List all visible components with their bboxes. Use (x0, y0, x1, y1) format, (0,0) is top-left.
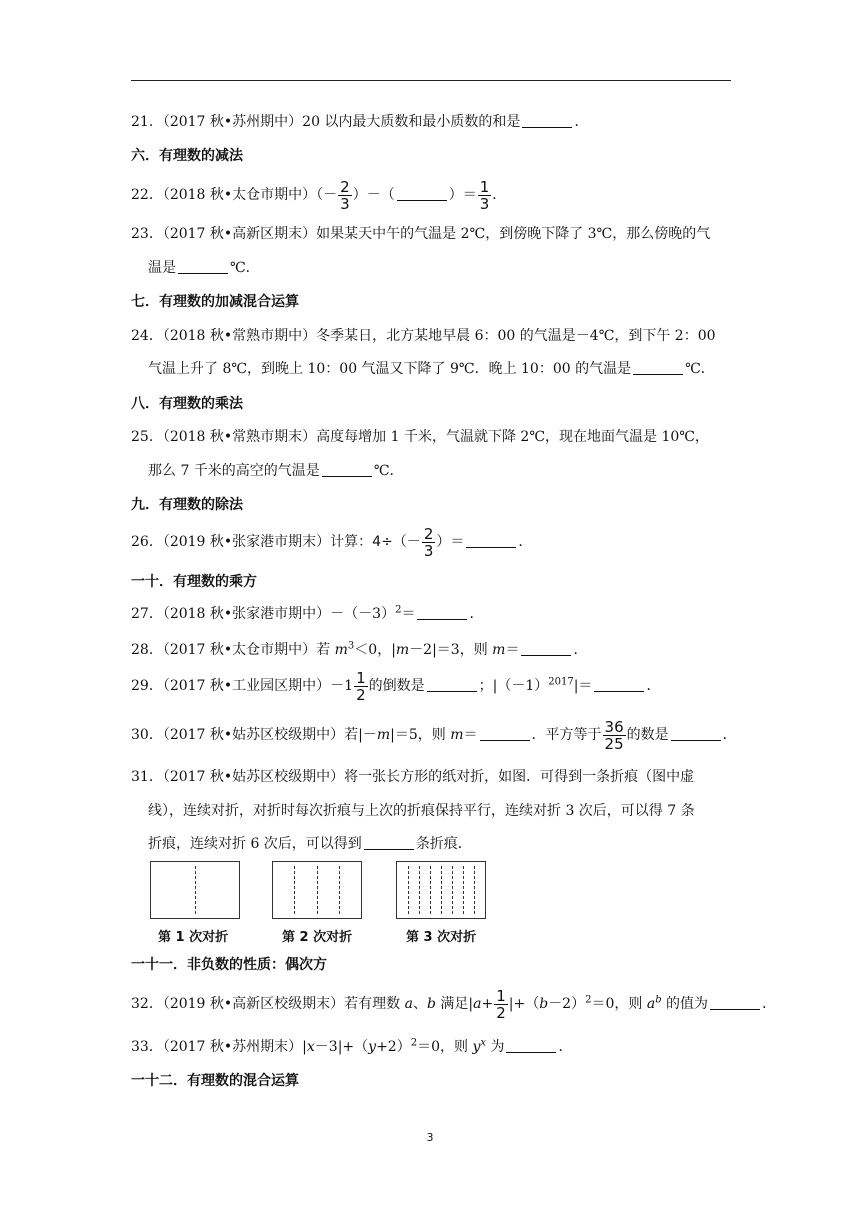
variable: b (539, 996, 549, 1012)
question-31-cont (148, 801, 695, 821)
answer-blank (522, 113, 572, 128)
question-text: 若|－ (344, 727, 377, 743)
question-26 (131, 524, 532, 560)
question-31-cont2 (148, 834, 472, 854)
fold-panel-1 (150, 861, 240, 919)
answer-blank (633, 360, 683, 375)
question-source: （2017 秋•太仓市期中） (162, 642, 317, 658)
question-text: 折痕，连续对折 6 次后，可以得到 (148, 836, 362, 852)
answer-blank (466, 533, 516, 548)
question-text: 温是 (148, 260, 176, 276)
denominator: 3 (423, 541, 434, 560)
question-source: （2017 秋•苏州期末） (162, 1039, 303, 1055)
expr-part: －（－3） (330, 606, 396, 622)
page-number: 3 (426, 1131, 434, 1144)
question-text: 条折痕． (415, 836, 472, 852)
expr-part: |+（ (508, 996, 540, 1012)
answer-blank (671, 726, 721, 741)
answer-blank (710, 995, 760, 1010)
answer-blank (417, 605, 467, 620)
expr-part: +2） (376, 1039, 411, 1055)
question-number: 26． (131, 534, 163, 550)
question-text: 的数是 (626, 727, 669, 743)
question-number: 25． (131, 429, 163, 445)
expr-part: 4÷（－ (372, 534, 421, 550)
question-text: 计算： (330, 534, 373, 550)
question-source: （2018 秋•常熟市期末） (162, 429, 317, 445)
question-text: 气温上升了 8℃，到晚上 10：00 气温又下降了 9℃．晚上 10：00 的气温是 (148, 361, 632, 377)
question-text: 满足| (435, 996, 474, 1012)
answer-blank (506, 1038, 556, 1053)
variable: m (376, 727, 391, 743)
question-source: （2017 秋•工业园区期中） (162, 678, 331, 694)
fold-panel-2 (272, 861, 362, 919)
numerator: 1 (356, 668, 366, 687)
figure-caption-2: 第 2 次对折 (282, 930, 353, 945)
question-number: 33． (131, 1039, 163, 1055)
question-23-cont (148, 258, 260, 278)
variable: m (395, 642, 410, 658)
question-text: 20 以内最大质数和最小质数的和是 (302, 114, 521, 130)
question-29 (131, 668, 660, 704)
numerator: 2 (423, 524, 434, 543)
denominator: 2 (356, 685, 366, 704)
question-text: 的值为 (661, 996, 709, 1012)
numerator: 36 (604, 717, 624, 736)
question-source: （2018 秋•张家港市期中） (162, 606, 331, 622)
section-heading-7: 七．有理数的加减混合运算 (131, 294, 299, 310)
question-text: 的倒数是 (368, 678, 425, 694)
punct: ． (573, 642, 588, 658)
answer-blank (521, 641, 571, 656)
punct: ． (646, 678, 661, 694)
header-rule (131, 80, 731, 81)
folding-figure (148, 861, 498, 946)
question-text: 若 (316, 642, 335, 658)
fraction (354, 670, 368, 703)
denominator: 25 (604, 734, 624, 753)
fold-line (195, 866, 196, 914)
question-25-cont (148, 461, 403, 481)
expr-part: ）＝ (448, 187, 477, 203)
variable: y (368, 1039, 377, 1055)
punct: ． (558, 1039, 573, 1055)
question-text: ＝ (463, 727, 478, 743)
question-21 (131, 112, 588, 132)
fold-line (317, 866, 318, 914)
punct: ℃． (685, 361, 715, 377)
question-text: |＝5，则 (390, 727, 451, 743)
punct: ． (574, 114, 589, 130)
variable: a (473, 996, 482, 1012)
question-text: ＜0，| (354, 642, 396, 658)
fraction (603, 719, 626, 752)
fold-line (474, 866, 475, 914)
exponent: 2017 (548, 676, 574, 688)
question-number: 23． (131, 226, 163, 242)
fraction (338, 179, 352, 212)
section-heading-12: 一十二．有理数的混合运算 (131, 1073, 299, 1089)
expr-part: | (302, 1039, 307, 1055)
question-number: 27． (131, 606, 163, 622)
denominator: 3 (340, 194, 350, 213)
punct: ． (469, 606, 484, 622)
answer-blank (322, 462, 372, 477)
question-text: 线），连续对折，对折时每次折痕与上次的折痕保持平行，连续对折 3 次后，可以得 7 条 (148, 803, 695, 819)
question-30 (131, 717, 737, 753)
variable: m (334, 642, 348, 658)
fraction (478, 179, 492, 212)
variable-exponent: b (655, 994, 662, 1006)
numerator: 2 (340, 177, 350, 196)
fold-line (294, 866, 295, 914)
expr-part: －1 (330, 678, 354, 694)
fold-line (339, 866, 340, 914)
variable: a (646, 996, 656, 1012)
exponent: 2 (585, 994, 592, 1006)
question-source: （2019 秋•高新区校级期末） (162, 996, 345, 1012)
question-number: 22． (131, 187, 163, 203)
question-text: 如果某天中午的气温是 2℃，到傍晚下降了 3℃，那么傍晚的气 (316, 226, 711, 242)
expr-part: －3|+（ (314, 1039, 369, 1055)
expr-part: （－ (316, 187, 338, 203)
variable: y (472, 1039, 481, 1055)
denominator: 2 (496, 1003, 506, 1022)
question-24-cont (148, 359, 715, 379)
expr-part: + (481, 996, 494, 1012)
fold-line (441, 866, 442, 914)
variable: m (492, 642, 506, 658)
question-27 (131, 604, 483, 624)
question-source: （2019 秋•张家港市期末） (162, 534, 331, 550)
question-text: ＝0，则 (417, 1039, 473, 1055)
question-32 (131, 986, 776, 1022)
question-text: ＝0，则 (591, 996, 647, 1012)
question-text: －2|＝3，则 (409, 642, 493, 658)
numerator: 1 (479, 177, 490, 196)
question-text: 若有理数 (344, 996, 405, 1012)
section-heading-10: 一十．有理数的乘方 (131, 574, 257, 590)
answer-blank (594, 677, 644, 692)
question-source: （2018 秋•常熟市期中） (162, 328, 317, 344)
answer-blank (364, 835, 414, 850)
question-number: 31． (131, 769, 163, 785)
fold-line (419, 866, 420, 914)
answer-blank (397, 186, 447, 201)
question-source: （2017 秋•姑苏区校级期中） (162, 727, 345, 743)
question-text: ；|（－1） (478, 678, 549, 694)
question-text: 冬季某日，北方某地早晨 6：00 的气温是－4℃，到下午 2：00 (316, 328, 716, 344)
expr-part: －2） (548, 996, 586, 1012)
question-text: 、 (412, 996, 427, 1012)
variable: a (404, 996, 413, 1012)
section-heading-6: 六．有理数的减法 (131, 148, 243, 164)
question-text: 高度每增加 1 千米，气温就下降 2℃，现在地面气温是 10℃， (316, 429, 709, 445)
question-31 (131, 767, 694, 787)
question-source: （2017 秋•苏州期中） (162, 114, 303, 130)
variable: x (306, 1039, 315, 1055)
figure-caption-3: 第 3 次对折 (406, 930, 477, 945)
figure-caption-1: 第 1 次对折 (158, 930, 229, 945)
question-number: 32． (131, 996, 163, 1012)
punct: ℃． (230, 260, 260, 276)
question-text: |＝ (573, 678, 593, 694)
punct: ． (722, 727, 737, 743)
variable: m (450, 727, 464, 743)
punct: ． (492, 187, 507, 203)
question-number: 24． (131, 328, 163, 344)
answer-blank (427, 677, 477, 692)
question-22 (131, 177, 506, 213)
question-number: 30． (131, 727, 163, 743)
expr-part: ＝ (401, 606, 416, 622)
question-28 (131, 640, 587, 660)
fold-line (430, 866, 431, 914)
question-number: 28． (131, 642, 163, 658)
question-23 (131, 224, 710, 244)
punct: ℃． (373, 463, 404, 479)
expr-part: ）－（ (352, 187, 395, 203)
denominator: 3 (479, 194, 490, 213)
section-heading-9: 九．有理数的除法 (131, 497, 243, 513)
question-33 (131, 1037, 572, 1057)
variable: b (426, 996, 436, 1012)
question-number: 29． (131, 678, 163, 694)
answer-blank (178, 259, 228, 274)
exponent: 3 (347, 640, 355, 652)
question-source: （2017 秋•姑苏区校级期中） (162, 769, 345, 785)
fold-line (452, 866, 453, 914)
exponent: 2 (410, 1037, 418, 1049)
punct: ． (762, 996, 777, 1012)
question-source: （2017 秋•高新区期末） (162, 226, 317, 242)
question-text: ＝ (505, 642, 520, 658)
answer-blank (480, 726, 530, 741)
question-text: ．平方等于 (531, 727, 602, 743)
fraction (422, 526, 436, 559)
question-25 (131, 427, 709, 447)
question-source: （2018 秋•太仓市期中） (162, 187, 317, 203)
fraction (494, 988, 508, 1021)
punct: ． (518, 534, 533, 550)
question-text: 那么 7 千米的高空的气温是 (148, 463, 320, 479)
section-heading-8: 八．有理数的乘法 (131, 396, 243, 412)
question-text: 将一张长方形的纸对折，如图．可得到一条折痕（图中虚 (344, 769, 695, 785)
fold-line (463, 866, 464, 914)
numerator: 1 (496, 986, 506, 1005)
question-24 (131, 326, 716, 346)
fold-line (408, 866, 409, 914)
exponent: 2 (395, 604, 402, 616)
fold-panel-3 (396, 861, 486, 919)
question-number: 21． (131, 114, 163, 130)
question-text: 为 (486, 1039, 505, 1055)
variable-exponent: x (480, 1037, 487, 1049)
expr-part: ）＝ (436, 534, 465, 550)
section-heading-11: 一十一．非负数的性质：偶次方 (131, 957, 327, 973)
